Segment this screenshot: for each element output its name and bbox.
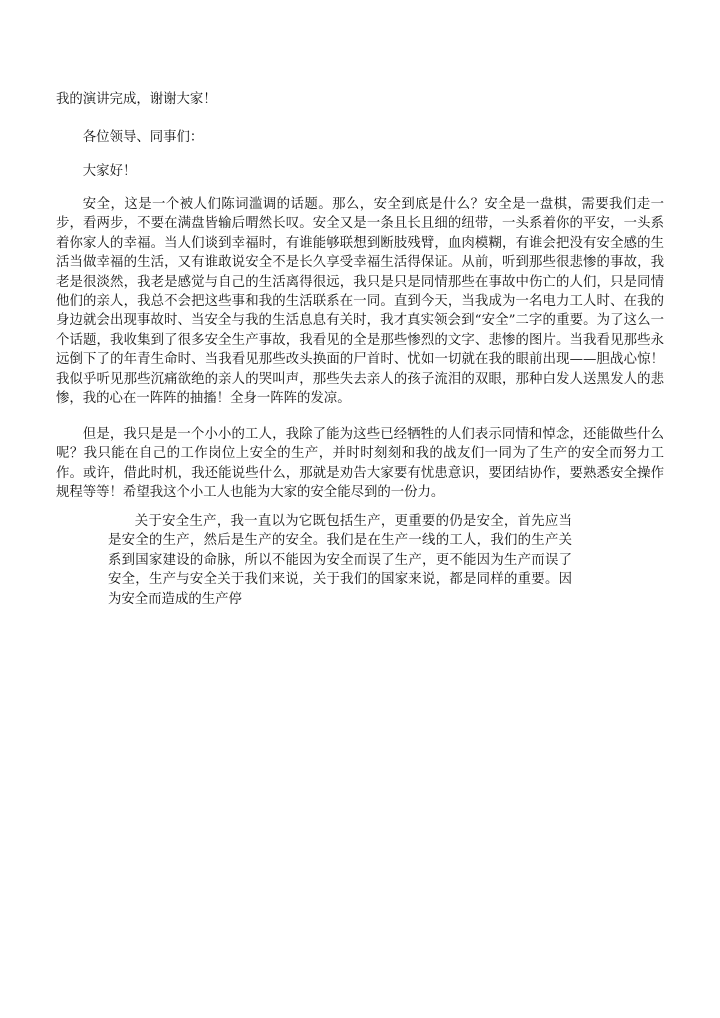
body-paragraph-1: 安全，这是一个被人们陈词滥调的话题。那么，安全到底是什么？安全是一盘棋，需要我们走一步，看两步，不要在满盘皆输后喟然长叹。安全又是一条且长且细的纽带，一头系着你的平安，一头系着你家人的幸福。当人们谈到幸福时，有谁能够联想到断肢残臂，血肉模糊，有谁会把没有安全感的生活当做幸福的生活，又有谁敢说安全不是长久享受幸福生活得保证。从前，听到那些很悲惨的事故，我老是很淡然，我老是感觉与自己的生活离得很远，我只是只是同情那些在事故中伤亡的人们，只是同情他们的亲人，我总不会把这些事和我的生活联系在一同。直到今天，当我成为一名电力工人时、在我的身边就会出现事故时、当安全与我的生活息息有关时，我才真实领会到“安全”二字的重要。为了这么一个话题，我收集到了很多安全生产事故，我看见的全是那些惨烈的文字、悲惨的图片。当我看见那些永远倒下了的年青生命时、当我看见那些改头换面的尸首时、忧如一切就在我的眼前出现——胆战心惊！我似乎听见那些沉痛欲绝的亲人的哭叫声，那些失去亲人的孩子流泪的双眼，那种白发人送黑发人的悲惨，我的心在一阵阵的抽搐！全身一阵阵的发凉。 <box>56 197 664 407</box>
body-paragraph-2: 但是，我只是是一个小小的工人，我除了能为这些已经牺牲的人们表示同情和悼念，还能做些什么呢？我只能在自己的工作岗位上安全的生产，并时时刻刻和我的战友们一同为了生产的安全而努力工作。或许，借此时机，我还能说些什么，那就是劝告大家要有忧患意识，要团结协作，要熟悉安全操作规程等等！希望我这个小工人也能为大家的安全能尽到的一份力。 <box>56 427 664 501</box>
indented-quote-paragraph: 关于安全生产，我一直以为它既包括生产，更重要的仍是安全，首先应当是安全的生产，然后是生产的安全。我们是在生产一线的工人，我们的生产关系到国家建设的命脉，所以不能因为安全而误了生产，更不能因为生产而误了安全，生产与安全关于我们来说，关于我们的国家来说，都是同样的重要。因为安全而造成的生产停 <box>108 514 572 607</box>
greeting-all: 大家好！ <box>82 164 137 179</box>
closing-line: 我的演讲完成，谢谢大家！ <box>56 92 217 107</box>
greeting-leaders: 各位领导、同事们： <box>82 130 204 145</box>
